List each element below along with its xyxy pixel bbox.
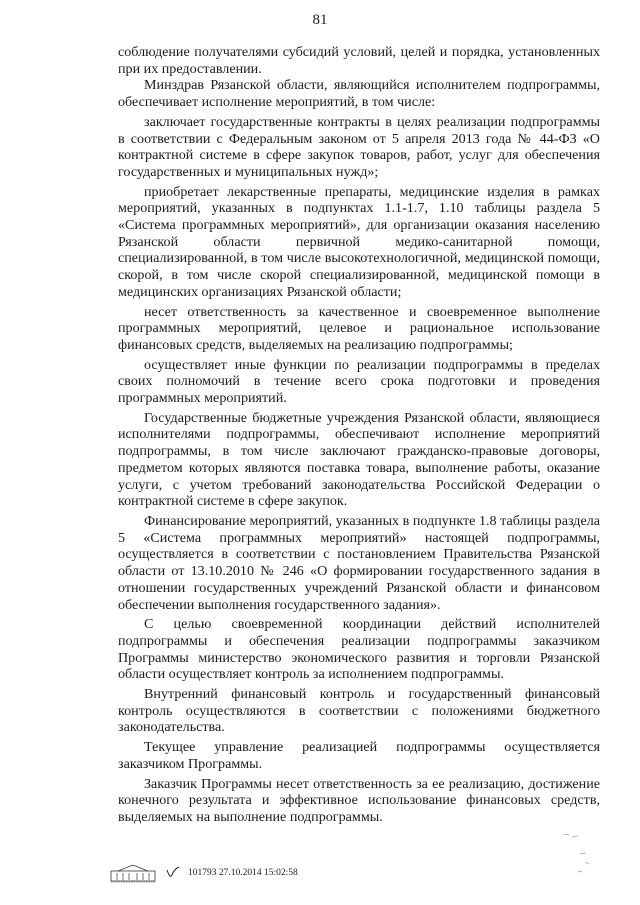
building-logo-icon [110, 863, 156, 883]
signature-icon [166, 866, 180, 880]
paragraph-8: Финансирование мероприятий, указанных в подпункте 1.8 таблицы раздела 5 «Система программных мероприятий» настоящей подпрограммы, осуществляется в соответствии с постановлением Правительства Рязанской области от 13.10.2010 № 246 «О формировании государственного задания в отношении государственных учреждений Рязанской области и финансовом обеспечении выполнения государственного задания». [118, 512, 600, 613]
paragraph-11: Текущее управление реализацией подпрограммы осуществляется заказчиком Программы. [118, 739, 600, 772]
paragraph-6: осуществляет иные функции по реализации подпрограммы в пределах своих полномочий в течение всего срока подготовки и проведения программных мероприятий. [118, 356, 600, 407]
paragraph-3: заключает государственные контракты в целях реализации подпрограммы в соответствии с Федеральным законом от 5 апреля 2013 года № 44-ФЗ «О контрактной системе в сфере закупок товаров, работ, услуг для обеспечения государственных и муниципальных нужд»; [118, 113, 600, 180]
paragraph-12: Заказчик Программы несет ответственность за ее реализацию, достижение конечного результата и эффективное использование финансовых средств, выделяемых на выполнение подпрограммы. [118, 775, 600, 825]
page-number: 81 [312, 12, 328, 28]
paragraph-9: С целью своевременной координации действий исполнителей подпрограммы и обеспечения реализации подпрограммы заказчиком Программы министерство экономического развития и торговли Рязанской области осуществляет контроль за исполнением подпрограммы. [118, 616, 600, 683]
paragraph-10: Внутренний финансовый контроль и государственный финансовый контроль осуществляются в соответствии с положениями бюджетного законодательства. [118, 686, 600, 736]
document-stamp [110, 862, 298, 884]
paragraph-4: приобретает лекарственные препараты, медицинские изделия в рамках мероприятий, указанных в подпунктах 1.1-1.7, 1.10 таблицы раздела 5 «Система программных мероприятий», для организации оказания населению Рязанской области первичной медико-санитарной помощи, специализированной, в том числе высокотехнологичной, медицинской помощи, скорой, в том числе скорой специализированной, медицинской помощи в медицинских организациях Рязанской области; [118, 183, 600, 300]
margin-marks [560, 828, 600, 878]
paragraph-7: Государственные бюджетные учреждения Рязанской области, являющиеся исполнителями подпрограммы, обеспечивают исполнение мероприятий подпрограммы, в том числе заключают гражданско-правовые договоры, предметом которых являются поставка товара, выполнение работы, оказание услуги, с учетом требований законодательства Российской Федерации о контрактной системе в сфере закупок. [118, 409, 600, 510]
document-body [118, 44, 600, 826]
stamp-text: 101793 27.10.2014 15:02:58 [188, 868, 298, 878]
paragraph-1: соблюдение получателями субсидий условий, целей и порядка, установленных при их предоставлении. [118, 44, 600, 77]
paragraph-5: несет ответственность за качественное и своевременное выполнение программных мероприятий, целевое и рациональное использование финансовых средств, выделяемых на реализацию подпрограммы; [118, 303, 600, 353]
paragraph-2: Минздрав Рязанской области, являющийся исполнителем подпрограммы, обеспечивает исполнение мероприятий, в том числе: [118, 77, 600, 111]
